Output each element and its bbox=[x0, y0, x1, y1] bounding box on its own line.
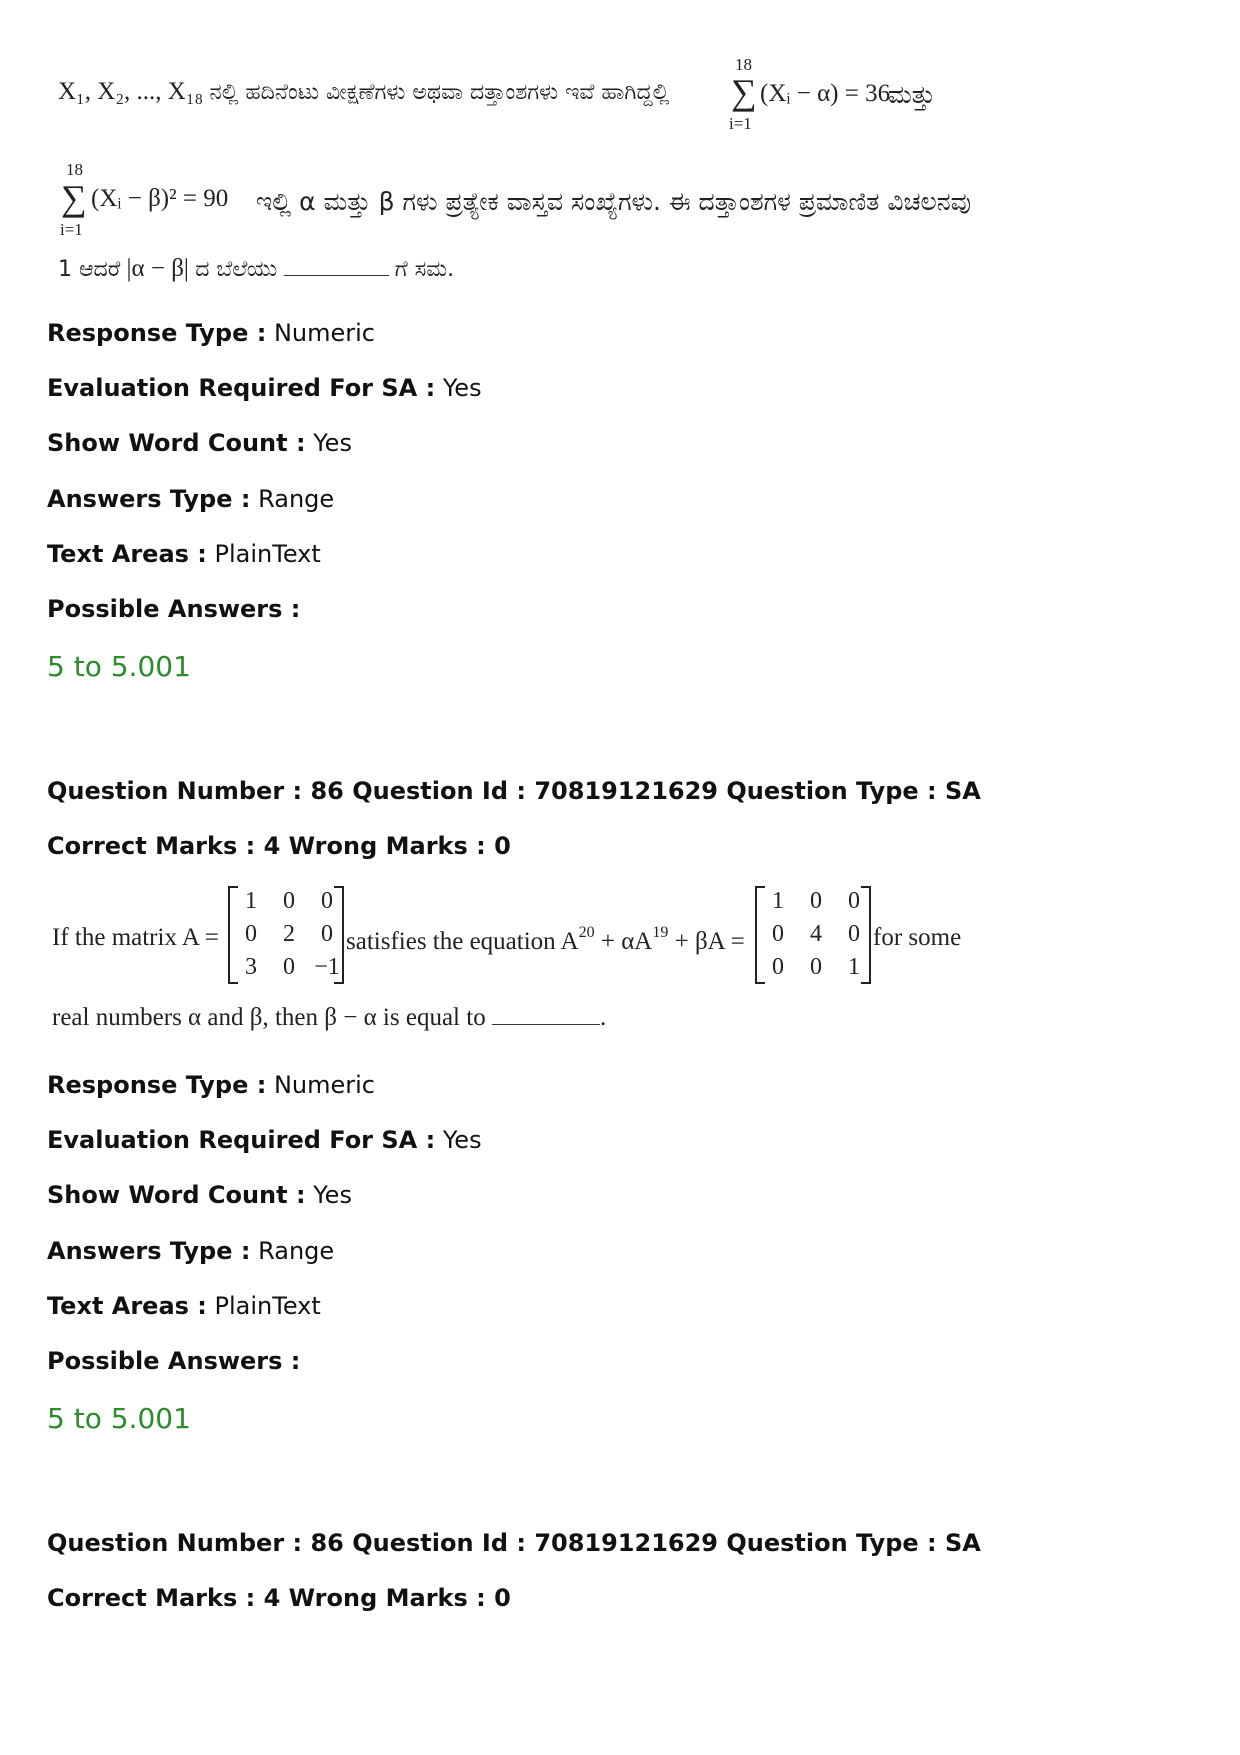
field-evaluation-required: Evaluation Required For SA : Yes bbox=[47, 374, 482, 402]
variables-list: X₁, X₂, ..., X₁₈ bbox=[58, 78, 204, 105]
field-show-word-count: Show Word Count : Yes bbox=[47, 1181, 352, 1209]
kannada-value: ದ ಬೆಲೆಯು bbox=[195, 257, 278, 282]
question-header: Question Number : 86 Question Id : 70819121629 Question Type : SA bbox=[47, 1529, 981, 1557]
kannada-text-2: ಇಲ್ಲಿ α ಮತ್ತು β ಗಳು ಪ್ರತ್ಯೇಕ ವಾಸ್ತವ ಸಂಖ್ಯೆಗಳು. ಈ ದತ್ತಾಂಶಗಳ ಪ್ರಮಾಣಿತ ವಿಚಲನವು bbox=[256, 187, 972, 216]
matrix-b-right-bracket bbox=[861, 886, 871, 984]
field-possible-answers: Possible Answers : bbox=[47, 1347, 301, 1375]
sigma-symbol-icon: ∑ bbox=[731, 72, 757, 112]
field-text-areas: Text Areas : PlainText bbox=[47, 1292, 321, 1320]
matrix-a-right-bracket bbox=[334, 886, 344, 984]
marks-line: Correct Marks : 4 Wrong Marks : 0 bbox=[47, 832, 511, 860]
possible-answer: 5 to 5.001 bbox=[47, 650, 191, 683]
kannada-equals: ಗೆ ಸಮ. bbox=[394, 257, 455, 282]
kannada-and: ಮತ್ತು bbox=[888, 80, 936, 109]
question-86-image bbox=[0, 880, 1000, 1050]
equation-text: satisfies the equation $A^{20} + \alpha A^{19} + \beta A$ = bbox=[346, 924, 745, 955]
matrix-intro-text: If the matrix A = bbox=[52, 924, 219, 951]
sum2-lower-limit: i=1 bbox=[60, 220, 83, 239]
marks-line: Correct Marks : 4 Wrong Marks : 0 bbox=[47, 1584, 511, 1612]
kannada-if: 1 ಆದರೆ bbox=[58, 257, 121, 282]
sum-expression-2: (Xᵢ − β)² = 90 bbox=[91, 185, 229, 212]
sum2-upper-limit: 18 bbox=[66, 160, 83, 179]
sum-lower-limit: i=1 bbox=[729, 114, 752, 133]
sum-expression-1: (Xᵢ − α) = 36 bbox=[760, 80, 891, 107]
abs-expression: |α − β| bbox=[126, 255, 189, 282]
field-answers-type: Answers Type : Range bbox=[47, 485, 335, 513]
matrix-b: 1 0 0 0 4 0 0 0 1 bbox=[772, 888, 860, 980]
for-some-text: for some bbox=[873, 924, 962, 951]
field-response-type: Response Type : Numeric bbox=[47, 319, 375, 347]
question-85-image bbox=[0, 0, 1000, 290]
field-evaluation-required: Evaluation Required For SA : Yes bbox=[47, 1126, 482, 1154]
question-header: Question Number : 86 Question Id : 70819121629 Question Type : SA bbox=[47, 777, 981, 805]
field-possible-answers: Possible Answers : bbox=[47, 595, 301, 623]
sigma-symbol-icon: ∑ bbox=[61, 178, 87, 218]
sum-upper-limit: 18 bbox=[735, 55, 752, 74]
field-text-areas: Text Areas : PlainText bbox=[47, 540, 321, 568]
kannada-text-1: ನಲ್ಲಿ ಹದಿನೆಂಟು ವೀಕ್ಷಣೆಗಳು ಅಥವಾ ದತ್ತಾಂಶಗಳು ಇವೆ ಹಾಗಿದ್ದಲ್ಲಿ bbox=[209, 80, 670, 105]
possible-answer: 5 to 5.001 bbox=[47, 1402, 191, 1435]
question-86-line2: real numbers α and β, then β − α is equal to . bbox=[52, 1004, 607, 1031]
answer-blank bbox=[284, 274, 389, 276]
field-response-type: Response Type : Numeric bbox=[47, 1071, 375, 1099]
matrix-a: 1 0 0 0 2 0 3 0 −1 bbox=[245, 888, 340, 980]
field-show-word-count: Show Word Count : Yes bbox=[47, 429, 352, 457]
answer-blank bbox=[492, 1023, 600, 1025]
field-answers-type: Answers Type : Range bbox=[47, 1237, 335, 1265]
